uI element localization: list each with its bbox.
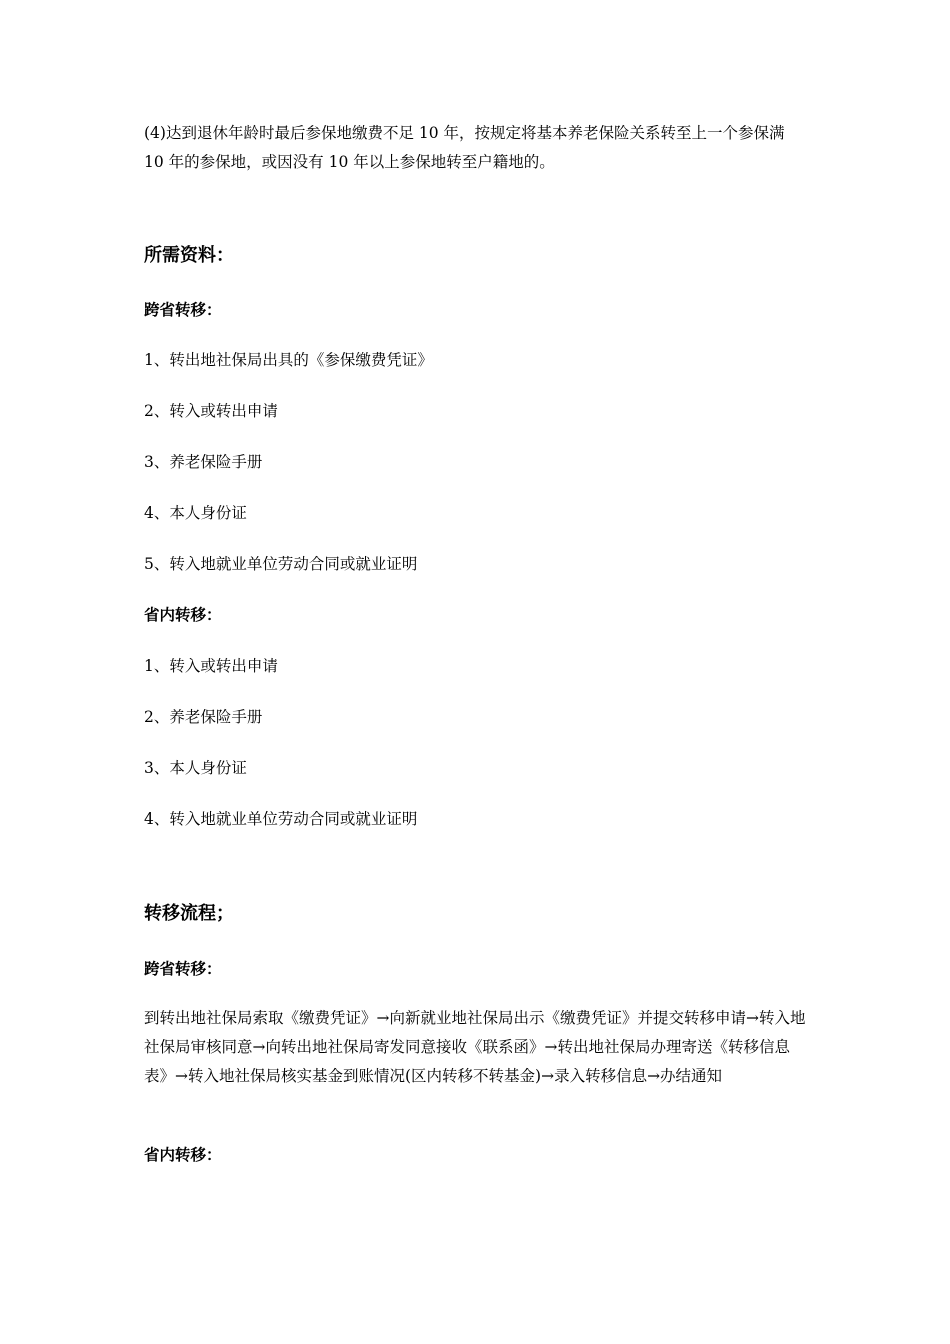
process-cross-province-heading: 跨省转移：	[144, 959, 222, 978]
materials-heading: 所需资料：	[144, 245, 234, 266]
materials-in-item-1: 1、转入或转出申请	[144, 657, 278, 675]
materials-in-item-2: 2、养老保险手册	[144, 708, 263, 726]
intro-paragraph: (4)达到退休年龄时最后参保地缴费不足 10 年，按规定将基本养老保险关系转至上一个参保满 10 年的参保地，或因没有 10 年以上参保地转至户籍地的。	[144, 124, 785, 171]
materials-cross-item-4: 4、本人身份证	[144, 504, 247, 522]
materials-cross-item-1: 1、转出地社保局出具的《参保缴费凭证》	[144, 351, 433, 369]
materials-cross-item-2: 2、转入或转出申请	[144, 402, 278, 420]
materials-cross-item-3: 3、养老保险手册	[144, 453, 263, 471]
materials-in-item-4: 4、转入地就业单位劳动合同或就业证明	[144, 810, 418, 828]
materials-in-province-heading: 省内转移：	[144, 605, 222, 624]
process-in-province-heading: 省内转移：	[144, 1145, 222, 1164]
process-heading: 转移流程；	[144, 903, 234, 924]
materials-cross-item-5: 5、转入地就业单位劳动合同或就业证明	[144, 555, 418, 573]
process-cross-province-text: 到转出地社保局索取《缴费凭证》→向新就业地社保局出示《缴费凭证》并提交转移申请→转入地社保局审核同意→向转出地社保局寄发同意接收《联系函》→转出地社保局办理寄送《转移信息表》→转入地社保局核实基金到账情况(区内转移不转基金)→录入转移信息→办结通知	[144, 1009, 806, 1085]
materials-cross-province-heading: 跨省转移：	[144, 300, 222, 319]
materials-in-item-3: 3、本人身份证	[144, 759, 247, 777]
